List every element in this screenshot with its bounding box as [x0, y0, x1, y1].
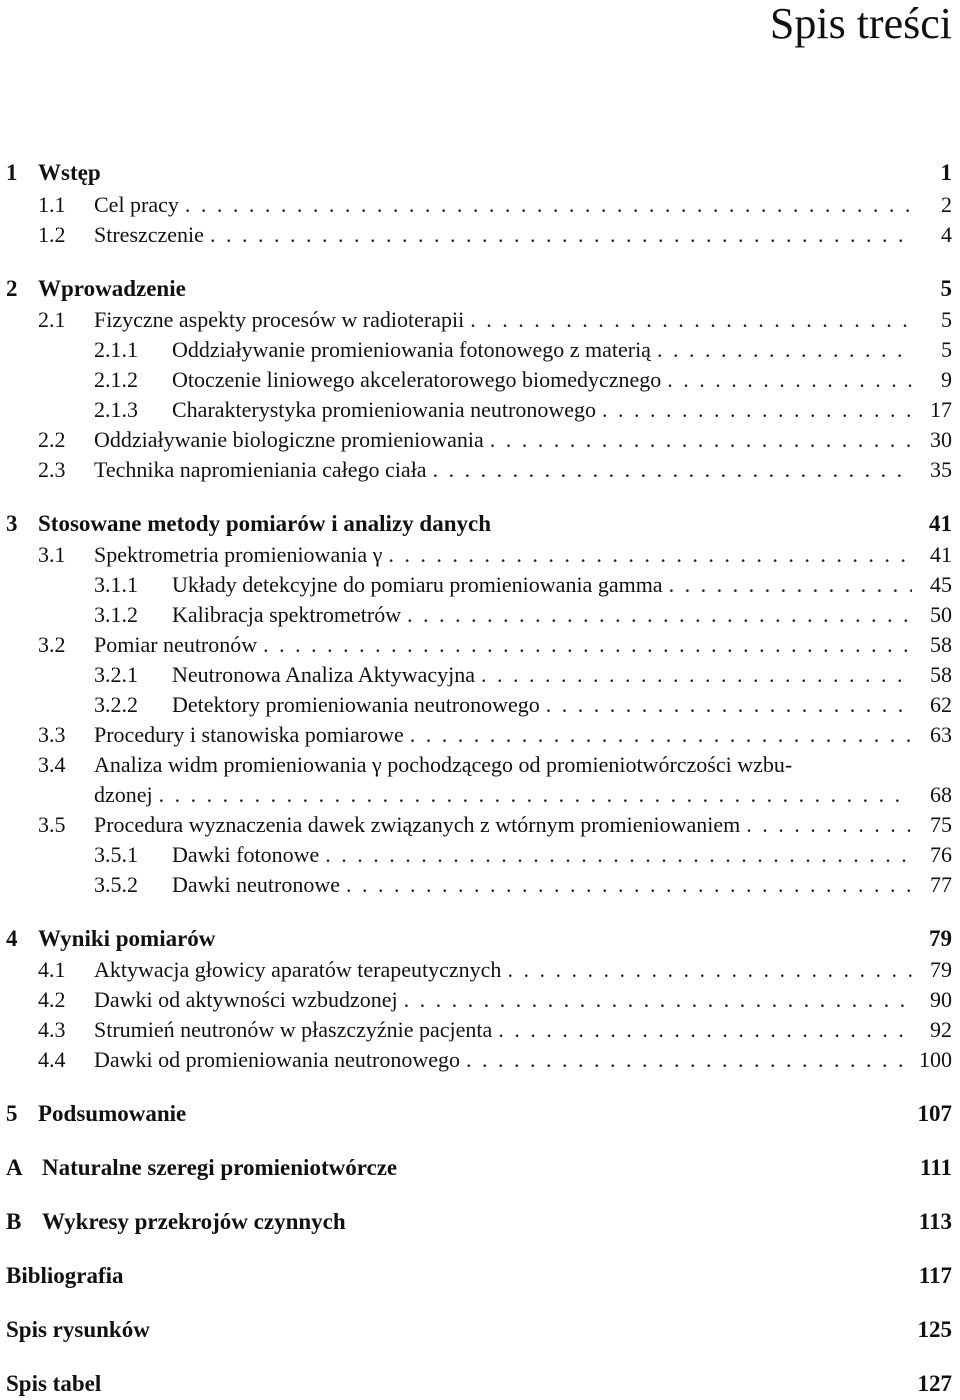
page-number: 30	[930, 427, 952, 452]
page-number: 63	[930, 722, 952, 747]
dot-leader	[388, 542, 912, 568]
toc-section-1-1[interactable]	[38, 192, 952, 218]
toc-chapter-5[interactable]	[6, 1101, 952, 1127]
section-number: 3.5	[38, 812, 66, 837]
toc-list-of-figures[interactable]	[6, 1317, 952, 1343]
toc-chapter-4[interactable]	[6, 926, 952, 952]
page-number: 76	[930, 842, 952, 867]
page-number: 127	[917, 1371, 952, 1396]
section-number: 3.2	[38, 632, 66, 657]
dot-leader	[498, 1017, 912, 1043]
subsection-number: 2.1.2	[94, 367, 138, 392]
subsection-number: 3.1.2	[94, 602, 138, 627]
page-number: 4	[941, 222, 952, 247]
subsection-title: Kalibracja spektrometrów	[172, 602, 402, 627]
section-number: 2.2	[38, 427, 66, 452]
appendix-letter: A	[6, 1155, 23, 1180]
dot-leader	[433, 457, 912, 483]
toc-subsection-3-1-1[interactable]	[94, 572, 952, 598]
subsection-title: Detektory promieniowania neutronowego	[172, 692, 540, 717]
toc-section-4-2[interactable]	[38, 987, 952, 1013]
dot-leader	[669, 572, 912, 598]
section-title: Technika napromieniania całego ciała	[94, 457, 427, 482]
section-title: Procedura wyznaczenia dawek związanych z wtórnym promieniowaniem	[94, 812, 741, 837]
subsection-title: Charakterystyka promieniowania neutronowego	[172, 397, 596, 422]
page-number: 79	[930, 957, 952, 982]
dot-leader	[507, 957, 912, 983]
section-number: 3.3	[38, 722, 66, 747]
chapter-number: 4	[6, 926, 18, 951]
page-number: 77	[930, 872, 952, 897]
page-number: 100	[919, 1047, 952, 1072]
chapter-number: 1	[6, 160, 18, 185]
chapter-title: Wstęp	[38, 160, 101, 185]
page-number: 2	[941, 192, 952, 217]
page-number: 41	[929, 511, 952, 536]
subsection-number: 2.1.1	[94, 337, 138, 362]
toc-subsection-3-1-2[interactable]	[94, 602, 952, 628]
dot-leader	[657, 337, 912, 363]
toc-appendix-a[interactable]	[6, 1155, 952, 1181]
page-number: 50	[930, 602, 952, 627]
dot-leader	[667, 367, 912, 393]
dot-leader	[185, 192, 912, 218]
chapter-title: Stosowane metody pomiarów i analizy danych	[38, 511, 491, 536]
dot-leader	[263, 632, 912, 658]
toc-section-3-5[interactable]	[38, 812, 952, 838]
dot-leader	[602, 397, 912, 423]
page-number: 1	[940, 160, 952, 185]
toc-subsection-3-2-2[interactable]	[94, 692, 952, 718]
toc-chapter-1[interactable]	[6, 160, 952, 186]
toc-section-3-1[interactable]	[38, 542, 952, 568]
page-number: 92	[930, 1017, 952, 1042]
page-number: 5	[941, 337, 952, 362]
dot-leader	[466, 1047, 912, 1073]
toc-section-4-3[interactable]	[38, 1017, 952, 1043]
toc-section-4-4[interactable]	[38, 1047, 952, 1073]
toc-section-3-4-line2[interactable]	[94, 782, 952, 808]
page-number: 58	[930, 662, 952, 687]
section-number: 2.1	[38, 307, 66, 332]
dot-leader	[159, 782, 912, 808]
subsection-number: 2.1.3	[94, 397, 138, 422]
subsection-number: 3.1.1	[94, 572, 138, 597]
toc-section-2-2[interactable]	[38, 427, 952, 453]
page-number: 68	[930, 782, 952, 807]
page-number: 107	[917, 1101, 952, 1126]
section-title: Procedury i stanowiska pomiarowe	[94, 722, 404, 747]
page-number: 35	[930, 457, 952, 482]
toc-subsection-3-5-1[interactable]	[94, 842, 952, 868]
toc-section-4-1[interactable]	[38, 957, 952, 983]
page-number: 17	[930, 397, 952, 422]
dot-leader	[490, 427, 912, 453]
section-number: 1.1	[38, 192, 66, 217]
section-number: 2.3	[38, 457, 66, 482]
subsection-title: Neutronowa Analiza Aktywacyjna	[172, 662, 476, 687]
appendix-title: Naturalne szeregi promieniotwórcze	[42, 1155, 398, 1180]
subsection-title: Układy detekcyjne do pomiaru promieniowania gamma	[172, 572, 663, 597]
subsection-title: Otoczenie liniowego akceleratorowego biomedycznego	[172, 367, 662, 392]
dot-leader	[407, 602, 912, 628]
subsection-title: Dawki neutronowe	[172, 872, 341, 897]
subsection-title: Oddziaływanie promieniowania fotonowego z materią	[172, 337, 651, 362]
toc-subsection-3-5-2[interactable]	[94, 872, 952, 898]
appendix-title: Wykresy przekrojów czynnych	[42, 1209, 346, 1234]
toc-appendix-b[interactable]	[6, 1209, 952, 1235]
section-number: 3.4	[38, 752, 66, 777]
dot-leader	[470, 307, 912, 333]
section-title: Oddziaływanie biologiczne promieniowania	[94, 427, 484, 452]
page-number: 90	[930, 987, 952, 1012]
dot-leader	[746, 812, 912, 838]
section-title: Fizyczne aspekty procesów w radioterapii	[94, 307, 465, 332]
section-number: 4.1	[38, 957, 66, 982]
section-number: 1.2	[38, 222, 66, 247]
section-number: 4.4	[38, 1047, 66, 1072]
toc-section-3-3[interactable]	[38, 722, 952, 748]
chapter-title: Podsumowanie	[38, 1101, 187, 1126]
section-title: Aktywacja głowicy aparatów terapeutycznych	[94, 957, 502, 982]
chapter-title: Wprowadzenie	[38, 276, 186, 301]
page-number: 62	[930, 692, 952, 717]
dot-leader	[346, 872, 912, 898]
section-title: Dawki od aktywności wzbudzonej	[94, 987, 398, 1012]
appendix-letter: B	[6, 1209, 22, 1234]
section-number: 4.2	[38, 987, 66, 1012]
section-title: Spektrometria promieniowania γ	[94, 542, 383, 567]
dot-leader	[325, 842, 912, 868]
toc-bibliography[interactable]	[6, 1263, 952, 1289]
chapter-number: 3	[6, 511, 18, 536]
toc-section-3-2[interactable]	[38, 632, 952, 658]
section-title: Streszczenie	[94, 222, 204, 247]
page-number: 111	[920, 1155, 952, 1180]
page-number: 75	[930, 812, 952, 837]
toc-subsection-2-1-1[interactable]	[94, 337, 952, 363]
page-number: 79	[929, 926, 952, 951]
page-number: 5	[941, 307, 952, 332]
subsection-title: Dawki fotonowe	[172, 842, 320, 867]
toc-chapter-2[interactable]	[6, 276, 952, 302]
dot-leader	[481, 662, 912, 688]
page-number: 9	[941, 367, 952, 392]
page-number: 45	[930, 572, 952, 597]
section-title: Strumień neutronów w płaszczyźnie pacjenta	[94, 1017, 493, 1042]
page-title: Spis treści	[769, 0, 952, 48]
chapter-title: Wyniki pomiarów	[38, 926, 216, 951]
bibliography-title: Bibliografia	[6, 1263, 124, 1288]
subsection-number: 3.2.1	[94, 662, 138, 687]
page-number: 125	[917, 1317, 952, 1342]
subsection-number: 3.5.1	[94, 842, 138, 867]
section-number: 4.3	[38, 1017, 66, 1042]
toc-section-2-1[interactable]	[38, 307, 952, 333]
toc-section-3-4-line1[interactable]	[38, 752, 952, 778]
page-number: 5	[940, 276, 952, 301]
toc-section-1-2[interactable]	[38, 222, 952, 248]
toc-subsection-2-1-2[interactable]	[94, 367, 952, 393]
page-number: 41	[930, 542, 952, 567]
chapter-number: 5	[6, 1101, 18, 1126]
section-number: 3.1	[38, 542, 66, 567]
subsection-number: 3.2.2	[94, 692, 138, 717]
list-of-figures-title: Spis rysunków	[6, 1317, 150, 1342]
toc-section-2-3[interactable]	[38, 457, 952, 483]
section-title: Cel pracy	[94, 192, 179, 217]
section-title: Dawki od promieniowania neutronowego	[94, 1047, 460, 1072]
chapter-number: 2	[6, 276, 18, 301]
toc-subsection-3-2-1[interactable]	[94, 662, 952, 688]
page-number: 117	[918, 1263, 952, 1288]
section-title: Analiza widm promieniowania γ pochodzącego od promieniotwórczości wzbu-	[94, 752, 793, 777]
toc-chapter-3[interactable]	[6, 511, 952, 537]
toc-list-of-tables[interactable]	[6, 1371, 952, 1397]
page-number: 58	[930, 632, 952, 657]
dot-leader	[410, 722, 912, 748]
toc-subsection-2-1-3[interactable]	[94, 397, 952, 423]
subsection-number: 3.5.2	[94, 872, 138, 897]
dot-leader	[546, 692, 912, 718]
dot-leader	[210, 222, 912, 248]
page-number: 113	[918, 1209, 952, 1234]
section-title-continued: dzonej	[94, 782, 153, 807]
dot-leader	[404, 987, 912, 1013]
section-title: Pomiar neutronów	[94, 632, 258, 657]
list-of-tables-title: Spis tabel	[6, 1371, 102, 1396]
